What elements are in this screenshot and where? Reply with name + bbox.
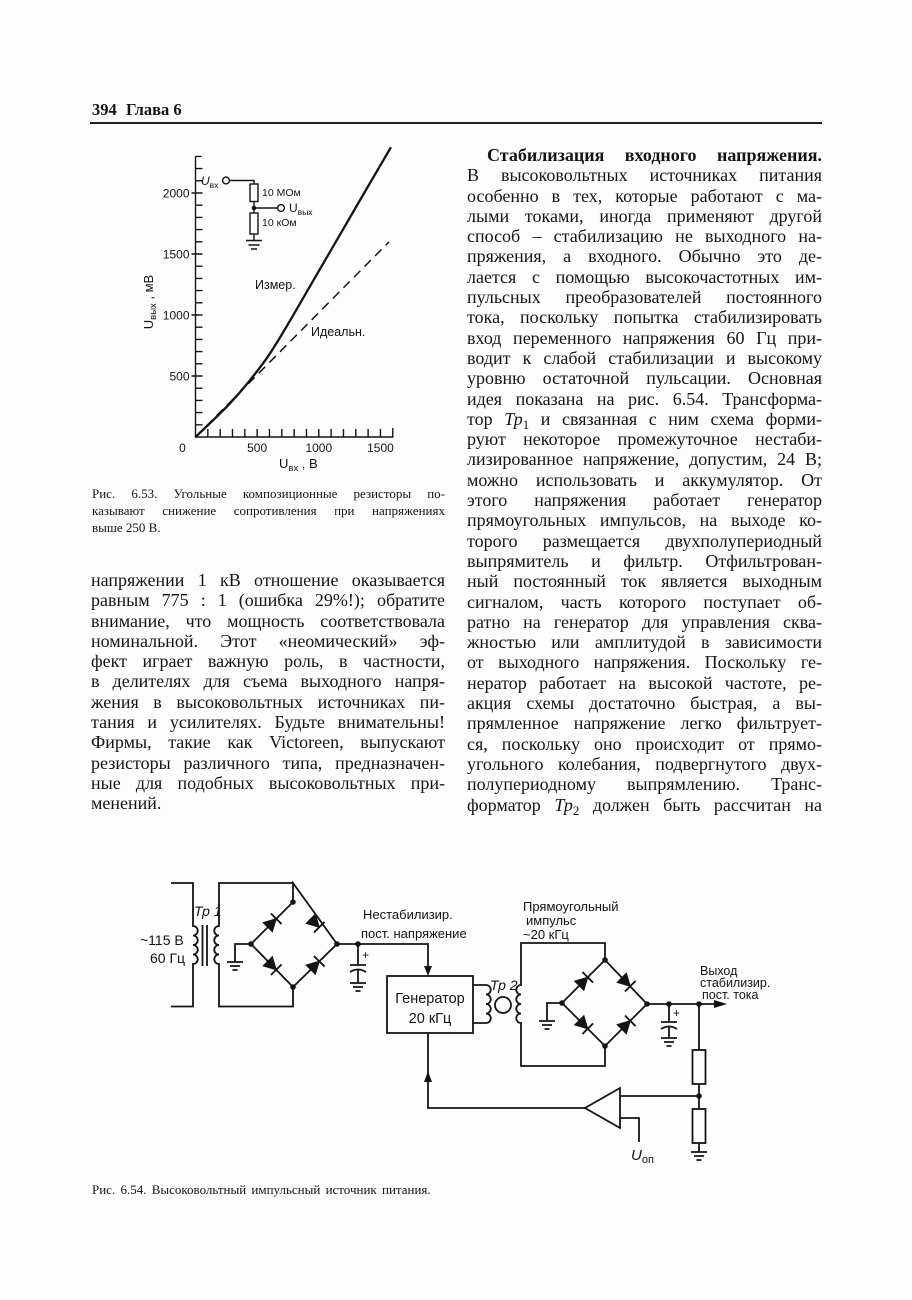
output-label-1: Выход — [700, 964, 738, 978]
subscript: 1 — [522, 416, 530, 430]
x-tick-label: 0 — [179, 441, 186, 455]
text-line: Рис. 6.53. Угольные композиционные резисторы по- — [92, 486, 445, 501]
text-line: казывают снижение сопротивления при напряжениях — [92, 503, 445, 518]
text-line: фект играет важную роль, в частности, — [91, 651, 445, 672]
output-divider — [691, 1004, 707, 1160]
resistor-icon — [693, 1109, 706, 1143]
generator-label-2: 20 кГц — [408, 1011, 452, 1027]
text-line: лыми токами, иногда применяют другой — [467, 205, 822, 226]
figure-6-53-caption — [92, 485, 445, 536]
text-line: пульсных преобразователей постоянного — [467, 287, 822, 308]
text-line: выше 250 В. — [92, 520, 161, 535]
x-tick-label: 500 — [247, 441, 268, 455]
y-tick-label: 500 — [169, 369, 190, 384]
text-line: полупериодному выпрямлению. Транс- — [467, 774, 822, 795]
page-number: 394 — [92, 100, 117, 119]
figure-6-53-chart — [120, 140, 420, 480]
text-line: торого размещается двухполупериодный — [467, 530, 822, 551]
text-line: ратно на генератор для управления сква- — [467, 611, 822, 632]
text-line: Фирмы, такие как Victoreen, выпускают — [91, 732, 445, 753]
chapter-title: Глава 6 — [126, 100, 182, 119]
text-line: номинальной. Этот «неомический» эф- — [91, 630, 445, 651]
text-line: напряжении 1 кВ отношение оказывается — [91, 570, 445, 590]
r1-label: 10 МОм — [262, 187, 301, 199]
resistor-icon — [693, 1050, 706, 1084]
text-line: нератор работает на высокой частоте, ре- — [467, 672, 822, 693]
figure-6-54-caption: Рис. 6.54. Высоковольтный импульсный источник питания. — [92, 1182, 431, 1197]
plus-sign: + — [673, 1006, 681, 1020]
text-line: ный постоянный ток является выходным — [467, 571, 822, 592]
text-line: руют некоторое промежуточное нестаби- — [467, 429, 822, 450]
tr1-label: Тр 1 — [194, 903, 222, 919]
output-label-3: пост. тока — [702, 988, 759, 1002]
transformer-tr1-icon — [171, 883, 293, 1007]
text-line: особенно в тех, которые работают с ма- — [467, 185, 822, 206]
text-line: В высоковольтных источниках питания — [467, 165, 822, 186]
mains-frequency-label: 60 Гц — [150, 950, 186, 966]
input-terminal-icon — [223, 177, 230, 184]
text-line: резисторы различного типа, предназначен- — [91, 752, 445, 773]
arrow-up-icon — [424, 1071, 432, 1082]
resistor-10kohm-icon — [250, 213, 258, 234]
text-line: тока, поскольку попытка стабилизировать — [467, 307, 822, 328]
text-line: водит к слабой стабилизации и высокому — [467, 347, 822, 368]
text-line: вход переменного напряжения 60 Гц при- — [467, 327, 822, 348]
mains-voltage-label: ~115 В — [140, 932, 184, 948]
junction-dot — [252, 206, 257, 211]
x-axis-title: $U_{вх}$ , В — [279, 456, 318, 474]
text-line: можно использовать и аккумулятор. От — [467, 469, 822, 490]
unregulated-label-2: пост. напряжение — [361, 926, 467, 941]
figure-6-54-schematic — [120, 870, 800, 1170]
x-tick-label: 1000 — [305, 441, 333, 455]
text-line: жностью или амплитудой в зависимости — [467, 632, 822, 653]
text-line: тания и усилителях. Будьте внимательны! — [91, 712, 445, 733]
y-tick-label: 1000 — [162, 308, 190, 323]
ground-icon — [691, 1152, 707, 1160]
text-line: сигналом, часть которого поступает об- — [467, 591, 822, 612]
series-label-measured: Измер. — [255, 278, 296, 292]
error-amplifier-icon — [585, 1088, 699, 1142]
generator-label-1: Генератор — [395, 991, 465, 1007]
text-line: пряжения, а входного. Обычно это де- — [467, 246, 822, 267]
plus-sign: + — [362, 948, 370, 962]
text-line: прямоугольных импульсов, на выходе ко- — [467, 510, 822, 531]
text-line: внимание, что мощность соответствовала — [91, 610, 445, 631]
y-tick-label: 1500 — [162, 247, 190, 262]
ground-icon — [350, 983, 366, 991]
text-line: этого напряжения работает генератор — [467, 490, 822, 511]
text-segment: тор — [467, 408, 505, 429]
text-line: выпрямитель и фильтр. Отфильтрован- — [467, 550, 822, 571]
divider-circuit-inset — [201, 174, 313, 249]
ground-icon — [539, 1021, 555, 1029]
text-line: уровню остаточной пульсации. Основная — [467, 368, 822, 389]
square-pulse-label-1: Прямоугольный — [523, 899, 619, 914]
right-text-column — [467, 145, 822, 815]
text-line: от выходного напряжения. Поскольку ге- — [467, 652, 822, 673]
text-line: акция схемы достаточно быстрая, а вы- — [467, 693, 822, 714]
output-label: $U_{вых}$ — [289, 201, 313, 217]
text-line: ные для подобных высоковольтных при- — [91, 772, 445, 793]
section-heading: Стабилизация входного напряжения. — [487, 145, 822, 165]
text-line: лизированное напряжение, допустим, 24 В; — [467, 449, 822, 470]
output-label-2: стабилизир. — [700, 976, 771, 990]
text-segment: и связанная с ним схема форми- — [529, 408, 822, 429]
ground-icon — [661, 1038, 677, 1046]
square-pulse-label-2: импульс — [526, 913, 577, 928]
text-line: равным 775 : 1 (ошибка 29%!); обратите — [91, 590, 445, 611]
tr2-label: Тр 2 — [490, 977, 518, 993]
x-tick-label: 1500 — [367, 441, 394, 455]
arrow-down-icon — [424, 966, 432, 976]
transformer-tr2-icon — [473, 943, 605, 1066]
text-line: менений. — [91, 793, 162, 814]
header-rule — [90, 122, 822, 124]
text-segment: форматор — [467, 794, 555, 815]
text-line: идея показана на рис. 6.54. Трансформа- — [467, 388, 822, 409]
series-label-ideal: Идеальн. — [311, 325, 366, 339]
left-text-column — [91, 570, 445, 814]
input-label: $U_{вх}$ — [201, 174, 219, 190]
text-line: угольного колебания, подвергнутого двух- — [467, 753, 822, 774]
r2-label: 10 кОм — [262, 217, 297, 229]
bridge-rectifier-2 — [539, 957, 650, 1049]
text-line: жения в высоковольтных источниках пи- — [91, 691, 445, 712]
text-line: в делителях для съема выходного напря- — [91, 671, 445, 692]
text-line: лается с помощью высокочастотных им- — [467, 266, 822, 287]
text-line: прямленное напряжение легко фильтрует- — [467, 713, 822, 734]
text-segment: должен быть рассчитан на — [579, 794, 822, 815]
y-axis-title: $U_{вых}$ , мВ — [141, 274, 159, 330]
text-line — [467, 409, 822, 429]
ground-icon — [227, 962, 243, 970]
text-line — [467, 795, 822, 815]
transformer-symbol: Тр — [504, 408, 523, 429]
bridge-rectifier-1 — [227, 883, 340, 990]
text-line: способ – стабилизацию не выходного на- — [467, 226, 822, 247]
subscript: 2 — [572, 802, 580, 815]
resistor-10mohm-icon — [250, 184, 258, 202]
text-line: ся, поскольку оно происходит от прямо- — [467, 733, 822, 754]
transformer-symbol: Тр — [554, 794, 573, 815]
square-pulse-label-3: ~20 кГц — [523, 927, 569, 942]
ground-icon — [246, 241, 262, 250]
reference-voltage-label: $U_{оп}$ — [631, 1147, 654, 1166]
y-tick-label: 2000 — [162, 186, 190, 201]
output-terminal-icon — [278, 205, 285, 212]
unregulated-label-1: Нестабилизир. — [363, 907, 453, 922]
